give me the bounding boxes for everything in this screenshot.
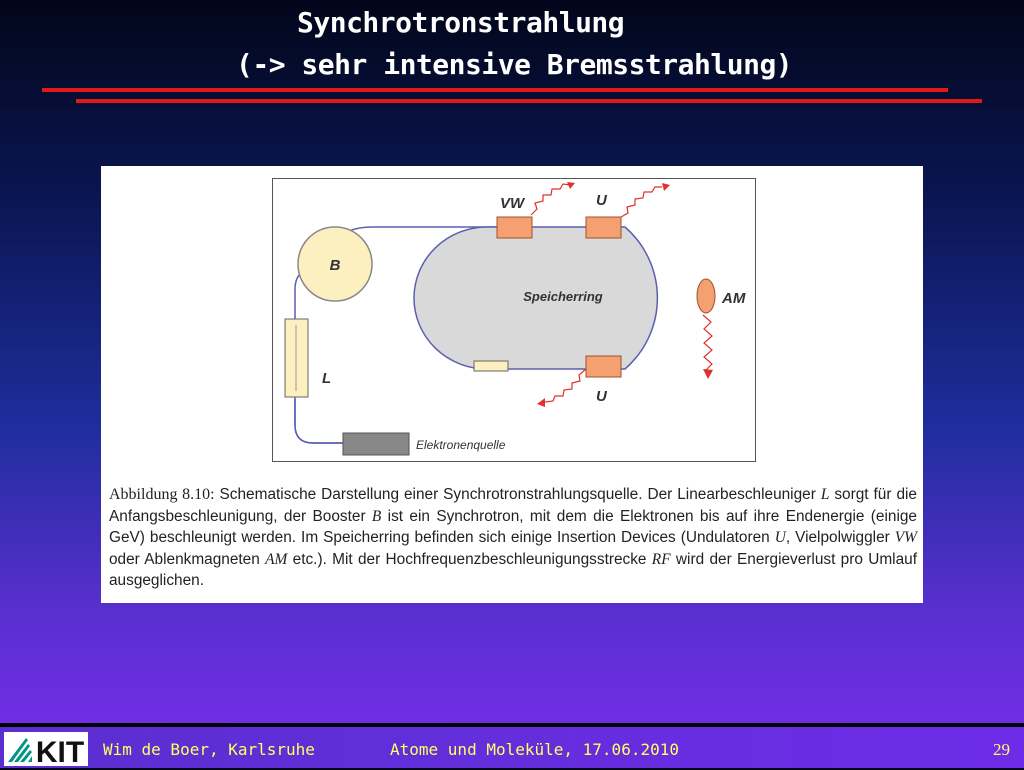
diagram-svg bbox=[273, 179, 755, 461]
radiation-bending bbox=[703, 315, 712, 371]
undulator-top-magnet bbox=[586, 217, 621, 238]
figure-panel bbox=[101, 166, 923, 603]
caption-symbol: U bbox=[774, 529, 786, 546]
undulator-bottom-label: U bbox=[596, 388, 607, 405]
synchrotron-diagram bbox=[272, 178, 756, 462]
caption-symbol: L bbox=[820, 486, 830, 503]
booster-label: B bbox=[329, 257, 341, 274]
slide-subtitle: (-> sehr intensive Bremsstrahlung) bbox=[236, 48, 793, 81]
source-connector bbox=[295, 399, 343, 443]
caption-text: etc.). Mit der Hochfrequenzbeschleunigungsstrecke bbox=[287, 550, 652, 568]
slide-title: Synchrotronstrahlung bbox=[297, 6, 625, 39]
undulator-top-label: U bbox=[596, 192, 607, 209]
title-rule-upper bbox=[42, 88, 948, 92]
wiggler-magnet bbox=[497, 217, 532, 238]
rf-cavity bbox=[474, 361, 508, 371]
radiation-wiggler bbox=[531, 184, 570, 215]
kit-logo-text: KIT bbox=[35, 736, 85, 766]
footer-author: Wim de Boer, Karlsruhe bbox=[103, 740, 315, 759]
storage-ring-label: Speicherring bbox=[523, 289, 603, 304]
radiation-undulator-bottom bbox=[545, 369, 586, 402]
caption-text: ist ein Synchrotron, mit dem die Elektronen bis auf ihre Endenergie (einige GeV) beschleunigt werden. Im Speicherring befinden sich einige Insertion Devices (Undulatoren bbox=[109, 507, 917, 546]
undulator-bottom-magnet bbox=[586, 356, 621, 377]
caption-symbol: AM bbox=[265, 550, 288, 568]
linac-label: L bbox=[322, 370, 332, 387]
footer bbox=[0, 727, 1024, 768]
radiation-wiggler-arrow bbox=[567, 182, 575, 189]
page-number: 29 bbox=[993, 740, 1010, 759]
caption-symbol: B bbox=[371, 507, 382, 525]
kit-logo-icon bbox=[4, 732, 88, 766]
caption-symbol: RF bbox=[651, 550, 671, 568]
caption-text: , Vielpolwiggler bbox=[785, 529, 895, 546]
caption-text: Schematische Darstellung einer Synchrotronstrahlungsquelle. Der Linearbeschleuniger bbox=[214, 486, 821, 503]
caption-text: wird der Energieverlust pro Umlauf ausgeglichen. bbox=[109, 550, 917, 589]
radiation-undulator-top-arrow bbox=[662, 183, 670, 191]
footer-course-date: Atome und Moleküle, 17.06.2010 bbox=[390, 740, 679, 759]
electron-source bbox=[343, 433, 409, 455]
electron-source-label: Elektronenquelle bbox=[416, 438, 506, 452]
caption-symbol: VW bbox=[894, 529, 917, 546]
bending-magnet-label: AM bbox=[722, 290, 746, 307]
wiggler-label: VW bbox=[500, 195, 525, 212]
caption-text: sorgt für die Anfangsbeschleunigung, der Booster bbox=[109, 486, 917, 525]
title-rule-lower bbox=[76, 99, 982, 103]
caption-text: oder Ablenkmagneten bbox=[109, 550, 266, 568]
kit-logo bbox=[4, 732, 88, 766]
radiation-undulator-bottom-arrow bbox=[537, 398, 545, 407]
bending-magnet bbox=[697, 279, 715, 313]
caption-label: Abbildung 8.10: bbox=[109, 486, 215, 503]
radiation-undulator-top bbox=[621, 187, 662, 217]
radiation-bending-arrow bbox=[703, 369, 713, 379]
figure-caption bbox=[109, 484, 917, 592]
